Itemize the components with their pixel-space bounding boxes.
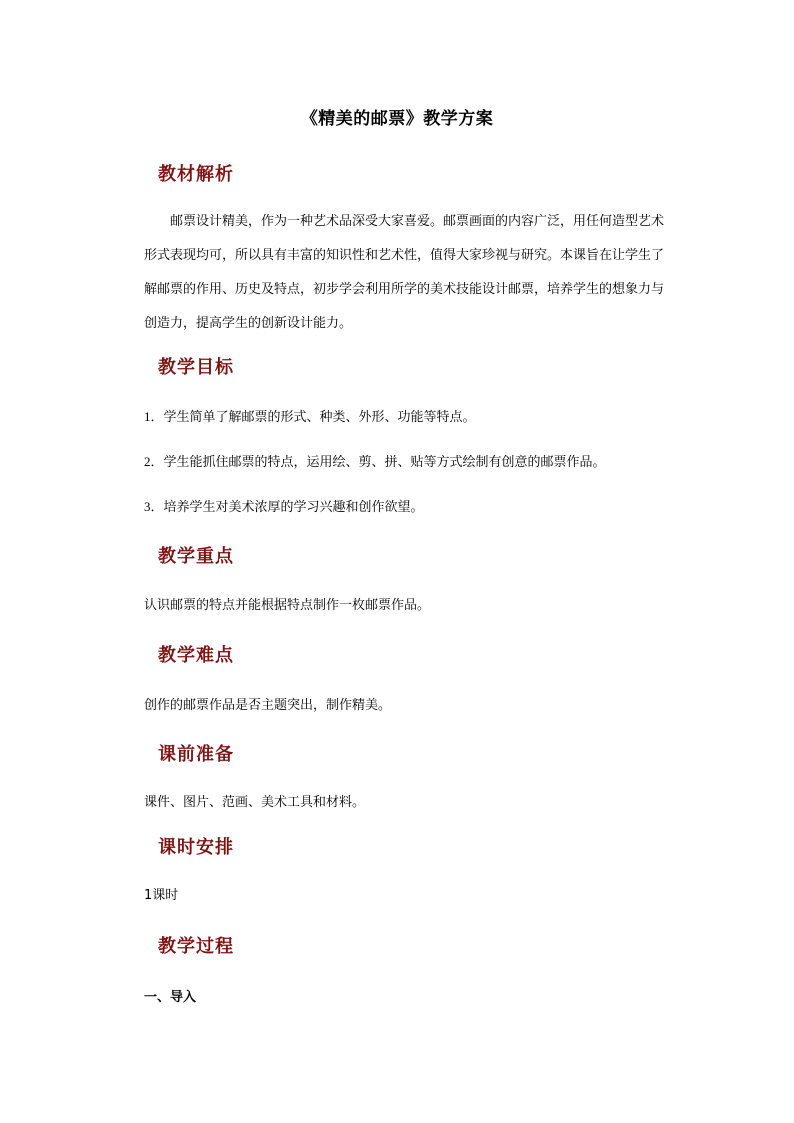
goal-item-1-number: 1．	[144, 409, 164, 424]
goal-item-2-number: 2．	[144, 454, 164, 469]
goal-item-3-number: 3．	[144, 499, 164, 514]
heading-analysis: 教材解析	[158, 164, 234, 185]
goal-item-2	[144, 451, 606, 470]
goal-item-3-text: 培养学生对美术浓厚的学习兴趣和创作欲望。	[163, 500, 424, 515]
preparation-text: 课件、图片、范画、美术工具和材料。	[144, 795, 366, 810]
heading-goals: 教学目标	[158, 357, 234, 378]
heading-preparation: 课前准备	[158, 744, 234, 765]
heading-process: 教学过程	[158, 936, 234, 957]
difficulties-text: 创作的邮票作品是否主题突出，制作精美。	[144, 698, 392, 713]
goal-item-3	[144, 496, 424, 515]
heading-schedule: 课时安排	[158, 837, 234, 858]
process-step-1: 一、导入	[144, 990, 197, 1005]
goal-item-1-text: 学生简单了解邮票的形式、种类、外形、功能等特点。	[163, 410, 476, 425]
heading-key-points: 教学重点	[158, 546, 234, 567]
key-points-text: 认识邮票的特点并能根据特点制作一枚邮票作品。	[144, 598, 431, 613]
document-title: 《精美的邮票》教学方案	[300, 109, 494, 129]
heading-difficulties: 教学难点	[158, 645, 234, 666]
analysis-paragraph: 邮票设计精美，作为一种艺术品深受大家喜爱。邮票画面的内容广泛，用任何造型艺术形式表现均可，所以具有丰富的知识性和艺术性，值得大家珍视与研究。本课旨在让学生了解邮票的作用、历史及特点，初步学会利用所学的美术技能设计邮票，培养学生的想象力与创造力，提高学生的创新设计能力。	[144, 214, 665, 331]
goal-item-1	[144, 406, 476, 425]
schedule-text: 1课时	[144, 888, 179, 903]
goal-item-2-text: 学生能抓住邮票的特点，运用绘、剪、拼、贴等方式绘制有创意的邮票作品。	[163, 455, 606, 470]
